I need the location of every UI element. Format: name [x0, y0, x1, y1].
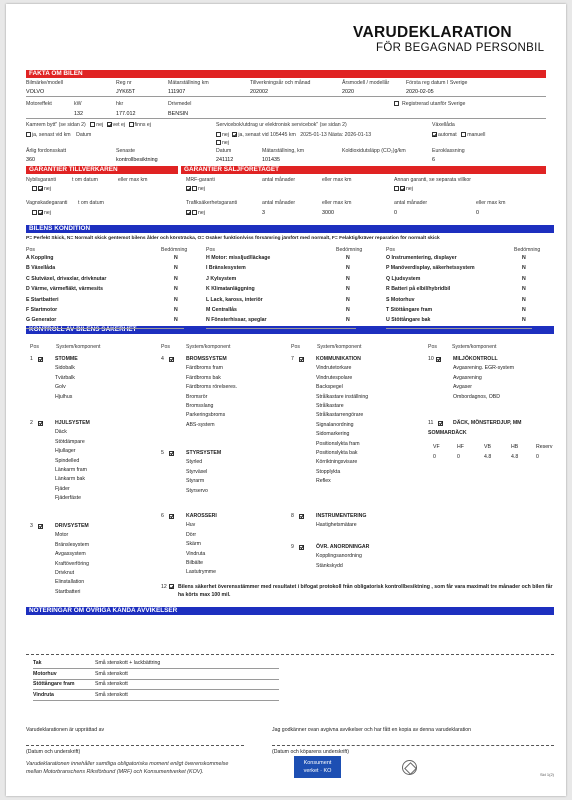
kond-pos-label: Pos [206, 247, 215, 253]
kondition-item-label: A Koppling [26, 255, 54, 261]
service-ja-checkbox[interactable] [232, 132, 237, 137]
kontroll-pos-label: Pos [291, 344, 300, 350]
kondition-item-label: J Kylsystem [206, 275, 237, 282]
fakta-header: FAKTA OM BILEN [26, 70, 546, 78]
field-label: Annan garanti, se separata villkor [394, 177, 471, 183]
kontroll-item: Motor [55, 532, 69, 539]
note-row-divider [33, 689, 279, 690]
kontroll-item: Bränslesystem [55, 541, 90, 548]
kondition-divider [26, 328, 184, 329]
document-subtitle: FÖR BEGAGNAD PERSONBIL [376, 42, 545, 54]
kontroll-group-num: 11 [428, 420, 434, 426]
annan-km-value: 0 [476, 210, 479, 216]
tyre-header: HF [457, 444, 464, 450]
field-label: eller max km [322, 200, 352, 206]
field-label: t om datum [72, 177, 98, 183]
kondition-item-grade: N [174, 296, 178, 303]
kondition-header: BILENS KONDITION [26, 225, 554, 233]
field-label: Euroklassning [432, 148, 465, 154]
kontroll-item: Skärm [186, 541, 201, 548]
kontroll-group-title: INSTRUMENTERING [316, 513, 367, 519]
g12-checkbox[interactable] [169, 584, 174, 589]
field-label: eller max km [476, 200, 506, 206]
nybil-ja-checkbox[interactable] [32, 186, 37, 191]
field-value-firstreg: 2020-02-05 [406, 89, 434, 95]
document-title: VARUDEKLARATION [353, 24, 512, 41]
kontroll-group-title: DRIVSYSTEM [55, 523, 89, 529]
kontroll-item: Hastighetsmätare [316, 522, 357, 529]
tyre-value: 4.8 [511, 454, 519, 460]
field-label: Drivmedel [168, 101, 192, 107]
field-value-brand: VOLVO [26, 89, 45, 95]
kontroll-group-title: STOMME [55, 356, 78, 362]
kontroll-group-title: ÖVR. ANORDNINGAR [316, 544, 370, 550]
kontroll-item: Positionslykta bak [316, 450, 358, 456]
datum-kopare-label: (Datum och köparens underskrift) [272, 749, 349, 755]
kamrem-finns-ej-checkbox[interactable] [129, 122, 134, 127]
kontroll-item: Backspegel [316, 384, 343, 391]
nybil-nej-checkbox[interactable] [38, 186, 43, 191]
kontroll-item: Hjulhus [55, 393, 73, 400]
kontroll-item: Kraftöverföring [55, 560, 90, 567]
kamrem-vet-ej-text: vet ej [112, 122, 126, 128]
field-value-tax: 360 [26, 157, 35, 163]
kontroll-group-num: 9 [291, 544, 294, 550]
upprattad-label: Varudeklarationen är upprättad av [26, 727, 105, 733]
kontroll-item: Strålkastare [316, 403, 344, 409]
kontroll-item: Styrarm [186, 478, 205, 485]
kondition-item-label: B Växellåda [26, 265, 56, 272]
tyre-header: VB [484, 444, 491, 450]
field-label: Datum [216, 148, 232, 154]
kontroll-group-num: 4 [161, 356, 164, 362]
kontroll-item: Styrservo [186, 487, 208, 494]
kondition-item-grade: N [522, 255, 526, 261]
kondition-item-grade: N [174, 286, 178, 293]
kontroll-item: Länkarm fram [55, 467, 87, 473]
trafik-manader-value: 3 [262, 210, 265, 216]
kamrem-nej-text: nej [96, 122, 104, 128]
kontroll-pos-label: Pos [161, 344, 170, 350]
kontroll-group-checkbox[interactable] [38, 357, 43, 362]
kontroll-item: Elinstallation [55, 579, 85, 586]
annan-nej-text: nej [406, 186, 413, 192]
note-row-value: Små stenskott + lackbättring [95, 660, 161, 666]
field-label: Registrerad utanför Sverige [402, 101, 466, 107]
service-nej2-row [216, 140, 229, 146]
kontroll-item: Strålkastare inställning [316, 393, 369, 400]
kontroll-item: Golv [55, 384, 66, 391]
kondition-item-label: R Batteri på elbil/hybridbil [386, 286, 451, 293]
kontroll-item: Vindrutetorkare [316, 365, 352, 372]
tyre-header: HB [511, 444, 519, 450]
kontroll-item: Sidomarkering [316, 431, 350, 438]
kontroll-group-checkbox[interactable] [299, 357, 304, 362]
field-label: Mätarställning km [168, 80, 209, 86]
service-nej2-text: nej [222, 140, 229, 146]
field-value-regnr: JYK65T [116, 89, 136, 95]
kontroll-item: Strålkastarrengörare [316, 412, 364, 419]
field-label: Koldioxidutsläpp (CO₂)g/km [342, 148, 406, 154]
field-label: t om datum [78, 200, 104, 206]
kontroll-item: Tvärbalk [55, 374, 75, 381]
mrf-stamp-icon [402, 760, 417, 775]
kond-pos-label: Pos [26, 247, 35, 253]
kondition-item-grade: N [346, 255, 350, 261]
kondition-item-label: N Fönsterhissar, speglar [206, 317, 267, 324]
kontroll-item: Färdbroms bak [186, 374, 221, 381]
service-label: Servicebok/utdrag ur elektronisk servicebok" (se sidan 2) [216, 122, 347, 128]
vaxellada-row [432, 132, 485, 138]
kontroll-group-checkbox[interactable] [169, 357, 174, 362]
kontroll-sys-label: System/komponent [186, 344, 231, 350]
kontroll-item: Spindelled [55, 457, 80, 464]
note-row-value: Små stenskott [95, 681, 128, 687]
kondition-item-grade: N [174, 255, 178, 261]
kondition-item-label: H Motor: missljud/läckage [206, 255, 271, 261]
field-label: eller max km [118, 177, 148, 183]
kontroll-item: Stötdämpare [55, 438, 85, 445]
kamrem-finns-ej-text: finns ej [134, 122, 151, 128]
kondition-item-label: I Bränslesystem [206, 265, 246, 272]
kontroll-group-num: 1 [30, 356, 33, 362]
kondition-item-grade: N [346, 317, 350, 324]
kontroll-group-title: BROMSSYSTEM [186, 356, 227, 362]
garantier-tillverkaren-header: GARANTIER TILLVERKAREN [26, 166, 178, 174]
kondition-legend: P= Perfekt Skick, N= Normalt skick gentemot bilens ålder och körsträcka, O= Osäker funktion/viss försämring jämfört med normalt, F= Felaktig/kräver reparation för normalt skick [26, 236, 440, 241]
kontroll-group-num: 6 [161, 513, 164, 519]
kamrem-ja-text: ja, senast vid km [32, 132, 71, 138]
field-value-year: 2020 [342, 89, 354, 95]
kond-bed-label: Bedömning [336, 247, 363, 253]
field-label: Årsmodell / modellår [342, 80, 390, 86]
service-ja-text: ja, senast vid 105445 km [238, 132, 296, 138]
tyre-value: 4.8 [484, 454, 492, 460]
kondition-item-label: S Motorhuv [386, 296, 415, 303]
field-label: eller max km [322, 177, 352, 183]
kontroll-group-title: DÄCK, MÖNSTERDJUP, MM [453, 420, 522, 426]
kondition-item-label: K Klimatanläggning [206, 286, 255, 293]
kontroll-item: Körriktningsvisare [316, 459, 358, 466]
note-row-divider [33, 679, 279, 680]
kontroll-pos-label: Pos [428, 344, 437, 350]
kondition-item-grade: N [346, 296, 350, 303]
kontroll-item: Reflex [316, 478, 331, 485]
kondition-item-grade: N [522, 286, 526, 293]
annan-ja-checkbox[interactable] [394, 186, 399, 191]
trafik-km-value: 3000 [322, 210, 334, 216]
field-value-euro: 6 [432, 157, 435, 163]
trafik-ja-checkbox[interactable] [186, 210, 191, 215]
annan-manader-value: 0 [394, 210, 397, 216]
field-value-hk: 177.012 [116, 111, 136, 117]
kamrem-nej-checkbox[interactable] [90, 122, 95, 127]
kontroll-item: Huv [186, 522, 196, 529]
godkanner-label: Jag godkänner ovan avgivna avvikelser och har fått en kopia av denna varudeklaration [272, 727, 471, 733]
kontroll-group-title: MILJÖKONTROLL [453, 356, 498, 362]
annan-nej-checkbox[interactable] [400, 186, 405, 191]
nybil-nej-text: nej [44, 186, 51, 192]
kontroll-group-title: KOMMUNIKATION [316, 356, 361, 362]
kontroll-item: Vindruta [186, 550, 206, 557]
kondition-item-grade: N [522, 307, 526, 313]
kontroll-item: Vindrutespolare [316, 374, 353, 381]
kontroll-item: Hjullager [55, 448, 76, 455]
kondition-divider [386, 328, 532, 329]
registrerad-utanfor-checkbox[interactable] [394, 101, 399, 106]
field-label: Bilmärke/modell [26, 80, 63, 86]
kondition-item-grade: N [174, 307, 178, 313]
kontroll-item: Positionslykta fram [316, 440, 360, 447]
kontroll-item: Däck [55, 429, 67, 436]
kondition-item-label: T Stöttångare fram [386, 307, 433, 313]
kontroll-item: Sidobalk [55, 365, 75, 372]
field-label: Vagnskadegaranti [26, 200, 68, 206]
kontroll-item: Dörr [186, 531, 197, 538]
kontroll-item: Bromsslang [186, 403, 214, 409]
vagnskade-nej-row [32, 210, 51, 216]
kondition-item-label: U Stöttångare bak [386, 317, 431, 324]
field-label: antal månader [394, 200, 428, 206]
kv-logo-line2: verket · KO [303, 768, 332, 774]
vaxellada-automat-checkbox[interactable] [432, 132, 437, 137]
kontroll-sys-label: System/komponent [317, 344, 362, 350]
tyre-header: Reserv [536, 444, 553, 450]
declaration-page [6, 4, 566, 796]
service-datum-text: 2025-01-13 Nästa: 2026-01-13 [300, 132, 372, 138]
datum-underskrift-label: (Datum och underskrift) [26, 749, 81, 755]
kondition-item-label: P Manöverdisplay, säkerhetssystem [386, 265, 475, 272]
field-label: antal månader [262, 177, 296, 183]
kamrem-vet-ej-checkbox[interactable] [107, 122, 112, 127]
mrf-nej-text: nej [198, 186, 205, 192]
kontroll-item: Fjäder [55, 485, 70, 492]
kontroll-item: Avgasrening [453, 374, 482, 381]
kontroll-sys-label: System/komponent [452, 344, 497, 350]
field-label: MRF-garanti [186, 177, 215, 183]
note-row-label: Vindruta [33, 691, 54, 698]
kond-bed-label: Bedömning [514, 247, 541, 253]
noteringar-header: NOTERINGAR OM ÖVRIGA KÄNDA AVVIKELSER [26, 607, 554, 615]
field-value-insp-date: 241112 [216, 157, 234, 163]
mrf-ja-checkbox[interactable] [186, 186, 191, 191]
kontroll-item: Bilbälte [186, 560, 204, 566]
note-row-label: Tak [33, 660, 42, 666]
vagnskade-nej-text: nej [44, 210, 51, 216]
kondition-item-grade: N [174, 265, 178, 272]
vaxellada-label: Växellåda [432, 122, 455, 128]
note-row-divider [33, 700, 279, 701]
field-label: Mätarställning, km [262, 148, 305, 154]
kontroll-item: Lastutrymme [186, 569, 216, 576]
kondition-item-label: D Värme, värmefläkt, värmesits [26, 286, 103, 293]
kondition-item-grade: N [522, 265, 526, 272]
kontroll-item: Parkeringsbroms [186, 412, 226, 419]
tyre-header: VF [433, 444, 440, 450]
mrf-nej-checkbox[interactable] [192, 186, 197, 191]
trafik-nej-checkbox[interactable] [192, 210, 197, 215]
kamrem-datum-text: Datum [76, 132, 92, 138]
field-label: Årlig fordonsskatt [26, 148, 67, 154]
tyre-value: 0 [457, 454, 460, 460]
note-row-label: Motorhuv [33, 670, 57, 677]
kontroll-item: Fjäderfäste [55, 495, 81, 502]
tyre-season-label: SOMMARDÄCK [428, 430, 467, 436]
kontroll-group-checkbox[interactable] [169, 514, 174, 519]
kontroll-item: Styrväxel [186, 468, 208, 475]
field-label: antal månader [262, 200, 296, 206]
kontroll-item: Kopplingsanordning [316, 553, 362, 560]
kontroll-item: Stänkskydd [316, 562, 343, 569]
kondition-item-grade: N [522, 275, 526, 282]
kondition-item-label: G Generator [26, 317, 57, 324]
kondition-item-label: L Lack, kaross, interiör [206, 296, 263, 303]
garantier-salj-header: GARANTIER SÄLJFÖRETAGET [181, 166, 546, 174]
kamrem-ja-row [26, 132, 91, 138]
kondition-item-label: E Startbatteri [26, 296, 59, 303]
kontroll-pos-label: Pos [30, 344, 39, 350]
field-label: hkr [116, 101, 124, 107]
kontroll-sys-label: System/komponent [56, 344, 101, 350]
kondition-item-grade: N [522, 296, 526, 303]
kondition-item-label: C Slutväxel, drivaxlar, drivknutar [26, 275, 107, 282]
kondition-item-label: F Startmotor [26, 307, 58, 313]
field-label: Senaste [116, 148, 136, 154]
kontroll-item: ABS-system [186, 421, 215, 428]
kontroll-item: Startbatteri [55, 588, 81, 595]
g12-text-inner: Bilens säkerhet överensstämmer med resultatet i bifogat protokoll från obligatorisk kontrollbesiktning , som får vara maximalt tre månader och bilen får ha körts max 100 mil. [178, 584, 553, 598]
kontroll-item: Färdbroms rörelseres. [186, 384, 238, 391]
kontroll-group-checkbox[interactable] [299, 545, 304, 550]
field-value-mfg: 202002 [250, 89, 268, 95]
kontroll-group-checkbox[interactable] [438, 421, 443, 426]
vaxellada-manuell-text: manuell [467, 132, 486, 138]
field-label: Första reg datum I Sverige [406, 80, 468, 86]
service-nej-checkbox[interactable] [216, 132, 221, 137]
kontroll-group-checkbox[interactable] [169, 451, 174, 456]
kamrem-ja-checkbox[interactable] [26, 132, 31, 137]
kontroll-item: Styrled [186, 459, 203, 466]
kontroll-group-checkbox[interactable] [436, 357, 441, 362]
kontroll-item: Signalanordning [316, 421, 354, 428]
tyre-value: 0 [433, 454, 436, 460]
note-row-value: Små stenskott [95, 691, 128, 698]
kondition-item-grade: N [346, 307, 350, 313]
note-row-divider [33, 668, 279, 669]
trafik-row [186, 210, 205, 216]
mrf-row [186, 186, 205, 192]
vaxellada-manuell-checkbox[interactable] [461, 132, 466, 137]
g12-text [178, 584, 553, 599]
kamrem-label-text: Kamrem bytt" (se sidan 2) [26, 122, 86, 128]
note-row-value: Små stenskott [95, 670, 128, 677]
kondition-item-label: Q Ljudsystem [386, 275, 421, 282]
kamrem-label [26, 122, 151, 128]
disclaimer-line2: mellan Motorbranschens Riksförbund (MRF) och Konsumentverket (KOV). [26, 769, 204, 775]
kontroll-group-title: KAROSSERI [186, 513, 217, 519]
field-value-fuel: BENSIN [168, 111, 189, 117]
service-nej-text: nej [222, 132, 229, 138]
kontroll-group-title: HJULSYSTEM [55, 420, 90, 426]
kontroll-item: Avgassystem [55, 551, 86, 558]
kontroll-group-checkbox[interactable] [38, 421, 43, 426]
field-value-kw: 132 [74, 111, 83, 117]
field-label: Trafiksäkerhetsgaranti [186, 200, 238, 206]
kondition-item-grade: N [174, 317, 178, 324]
disclaimer-line1: Varudeklarationen innehåller samtliga obligatoriska moment enligt överenskommelse [26, 761, 229, 767]
annan-row [394, 186, 413, 192]
kontroll-group-checkbox[interactable] [299, 514, 304, 519]
field-label: Motoreffekt [26, 101, 52, 107]
service-nej2-checkbox[interactable] [216, 140, 221, 145]
field-label: Nybilsgaranti [26, 177, 56, 183]
kond-pos-label: Pos [386, 247, 395, 253]
kondition-divider [206, 328, 356, 329]
tyre-value: 0 [536, 454, 539, 460]
kontroll-group-num: 10 [428, 356, 434, 362]
kondition-item-label: M Centrallås [206, 307, 237, 313]
kontroll-item: Färdbroms fram [186, 365, 223, 372]
konsumentverket-logo [294, 756, 341, 778]
kontroll-group-num: 7 [291, 356, 294, 362]
kontroll-group-num: 5 [161, 450, 164, 456]
kondition-item-grade: N [522, 317, 526, 324]
service-row [216, 132, 371, 138]
kond-bed-label: Bedömning [161, 247, 188, 253]
kontroll-item: Länkarm bak [55, 476, 85, 483]
field-label: Reg nr [116, 80, 132, 86]
kontroll-group-num: 2 [30, 420, 33, 426]
kondition-item-grade: N [346, 265, 350, 272]
g12-num: 12 [161, 584, 167, 590]
kondition-item-label: O Instrumentering, displayer [386, 255, 457, 261]
kontroll-item: Avgaser [453, 384, 472, 391]
kontroll-group-num: 3 [30, 523, 33, 529]
kondition-item-grade: N [346, 286, 350, 293]
kontroll-item: Drivknut [55, 570, 75, 576]
vagnskade-nej-checkbox[interactable] [38, 210, 43, 215]
field-value-insp-km: 101435 [262, 157, 280, 163]
kontroll-group-title: STYRSYSTEM [186, 450, 222, 456]
kontroll-header: KONTROLL AV BILENS SÄKERHET [26, 326, 554, 334]
kontroll-item: Stopplykta [316, 468, 341, 475]
vagnskade-ja-checkbox[interactable] [32, 210, 37, 215]
vaxellada-automat-text: automat [438, 132, 457, 138]
kontroll-item: Avgasrening. EGR-system [453, 365, 515, 372]
field-label: Tillverkningsår och månad [250, 80, 311, 86]
field-label: kW [74, 101, 82, 107]
kv-logo-line1: Konsument [303, 760, 332, 766]
kontroll-item: Bromsrör [186, 393, 208, 400]
kontroll-group-checkbox[interactable] [38, 524, 43, 529]
field-value-inspection: kontrollbesiktning [116, 157, 158, 163]
field-value-mileage: 111907 [168, 89, 186, 95]
note-row-label: Stöttångare fram [33, 681, 75, 687]
kontroll-group-num: 8 [291, 513, 294, 519]
page-number: Sid 1(2) [540, 772, 555, 777]
trafik-nej-text: nej [198, 210, 205, 216]
kondition-item-grade: N [174, 275, 178, 282]
kontroll-item: Ombordagnos, OBD [453, 393, 500, 400]
nybil-nej-row [32, 186, 51, 192]
kondition-item-grade: N [346, 275, 350, 282]
